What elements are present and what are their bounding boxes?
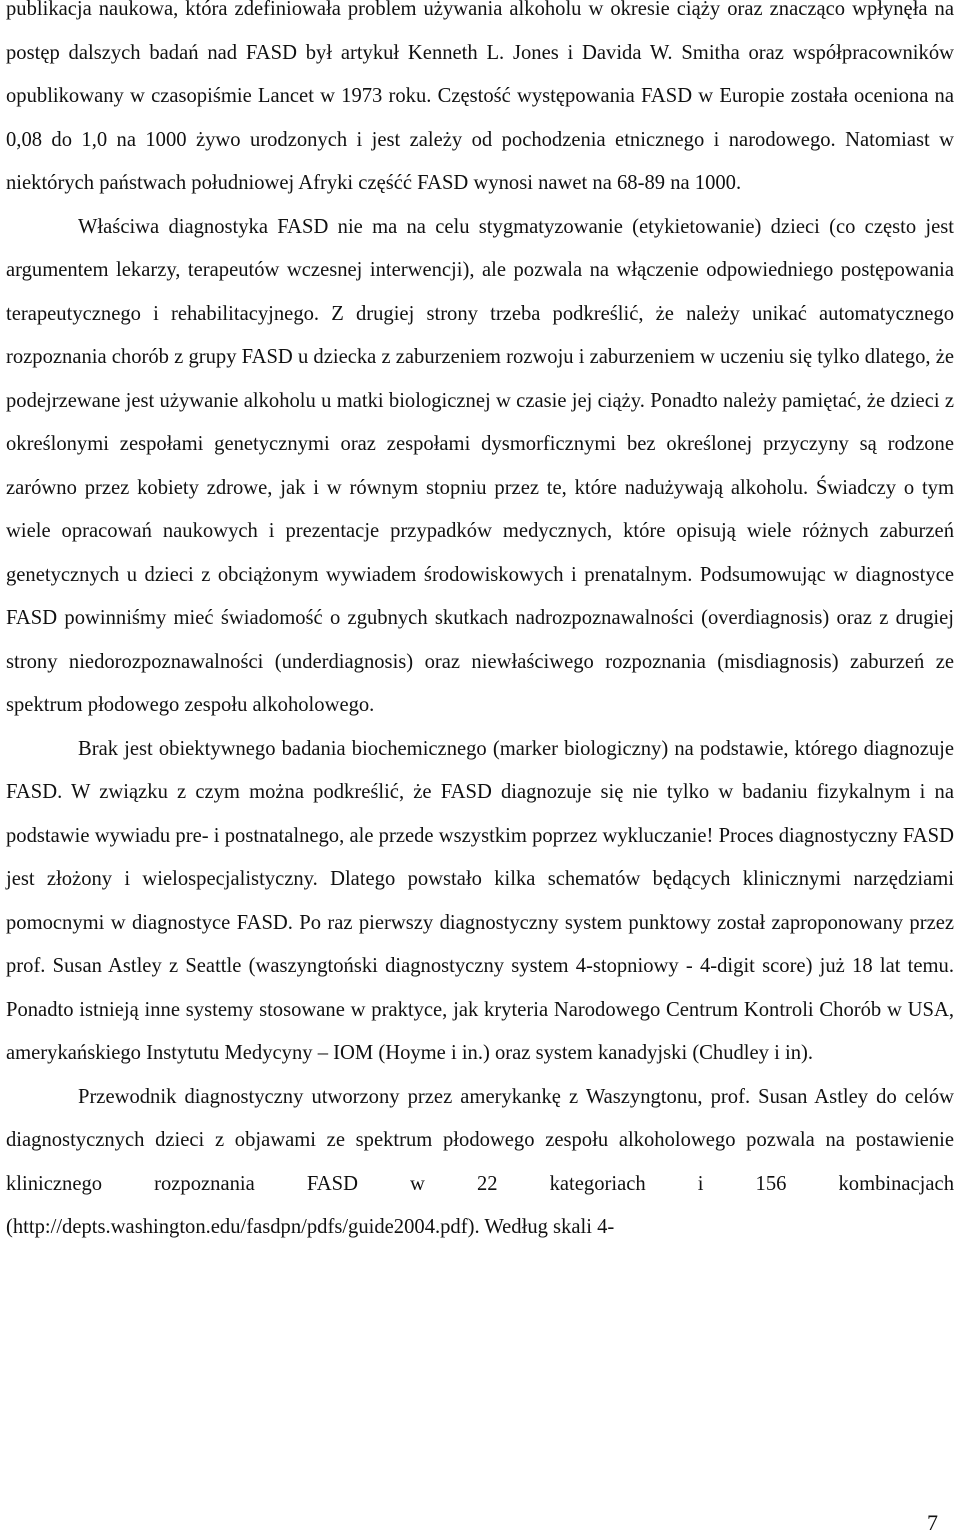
paragraph-biochemical-marker: Brak jest obiektywnego badania biochemicznego (marker biologiczny) na podstawie, którego diagnozuje FASD. W związku z czym można podkreślić, że FASD diagnozuje się nie tylko w badaniu fizykalnym i na podstawie wywiadu pre- i postnatalnego, ale przede wszystkim poprzez wykluczanie! Proces diagnostyczny FASD jest złożony i wielospecjalistyczny. Dlatego powstało kilka schematów będących klinicznymi narzędziami pomocnymi w diagnostyce FASD. Po raz pierwszy diagnostyczny system punktowy został zaproponowany przez prof. Susan Astley z Seattle (waszyngtoński diagnostyczny system 4-stopniowy - 4-digit score) już 18 lat temu. Ponadto istnieją inne systemy stosowane w praktyce, jak kryteria Narodowego Centrum Kontroli Chorób w USA, amerykańskiego Instytutu Medycyny – IOM (Hoyme i in.) oraz system kanadyjski (Chudley i in).	[6, 737, 954, 1064]
page-number: 7	[927, 1510, 938, 1535]
paragraph-diagnostics: Właściwa diagnostyka FASD nie ma na celu stygmatyzowanie (etykietowanie) dzieci (co często jest argumentem lekarzy, terapeutów wczesnej interwencji), ale pozwala na włączenie odpowiedniego postępowania terapeutycznego i rehabilitacyjnego. Z drugiej strony trzeba podkreślić, że należy unikać automatycznego rozpoznania chorób z grupy FASD u dziecka z zaburzeniem rozwoju i zaburzeniem w uczeniu się tylko dlatego, że podejrzewane jest używanie alkoholu u matki biologicznej w czasie jej ciąży. Ponadto należy pamiętać, że dzieci z określonymi zespołami genetycznymi oraz zespołami dysmorficznymi bez określonej przyczyny są rodzone zarówno przez kobiety zdrowe, jak i w równym stopniu przez te, które nadużywają alkoholu. Świadczy o tym wiele opracowań naukowych i prezentacje przypadków medycznych, które opisują wiele różnych zaburzeń genetycznych u dzieci z obciążonym wywiadem środowiskowych i prenatalnym. Podsumowując w diagnostyce FASD powinniśmy mieć świadomość o zgubnych skutkach nadrozpoznawalności (overdiagnosis) oraz z drugiej strony niedorozpoznawalności (underdiagnosis) oraz niewłaściwego rozpoznania (misdiagnosis) zaburzeń ze spektrum płodowego zespołu alkoholowego.	[6, 215, 954, 716]
body-text	[6, 0, 954, 1250]
paragraph-fasd-history: publikacja naukowa, która zdefiniowała problem używania alkoholu w okresie ciąży oraz znacząco wpłynęła na postęp dalszych badań nad FASD był artykuł Kenneth L. Jones i Davida W. Smitha oraz współpracowników opublikowany w czasopiśmie Lancet w 1973 roku. Częstość występowania FASD w Europie została oceniona na 0,08 do 1,0 na 1000 żywo urodzonych i jest zależy od pochodzenia etnicznego i narodowego. Natomiast w niektórych państwach południowej Afryki częśćć FASD wynosi nawet na 68-89 na 1000.	[6, 0, 954, 194]
paragraph-diagnostic-guide: Przewodnik diagnostyczny utworzony przez amerykankę z Waszyngtonu, prof. Susan Astley do celów diagnostycznych dzieci z objawami ze spektrum płodowego zespołu alkoholowego pozwala na postawienie klinicznego rozpoznania FASD w 22 kategoriach i 156 kombinacjach (http://depts.washington.edu/fasdpn/pdfs/guide2004.pdf). Według skali 4-	[6, 1085, 954, 1238]
